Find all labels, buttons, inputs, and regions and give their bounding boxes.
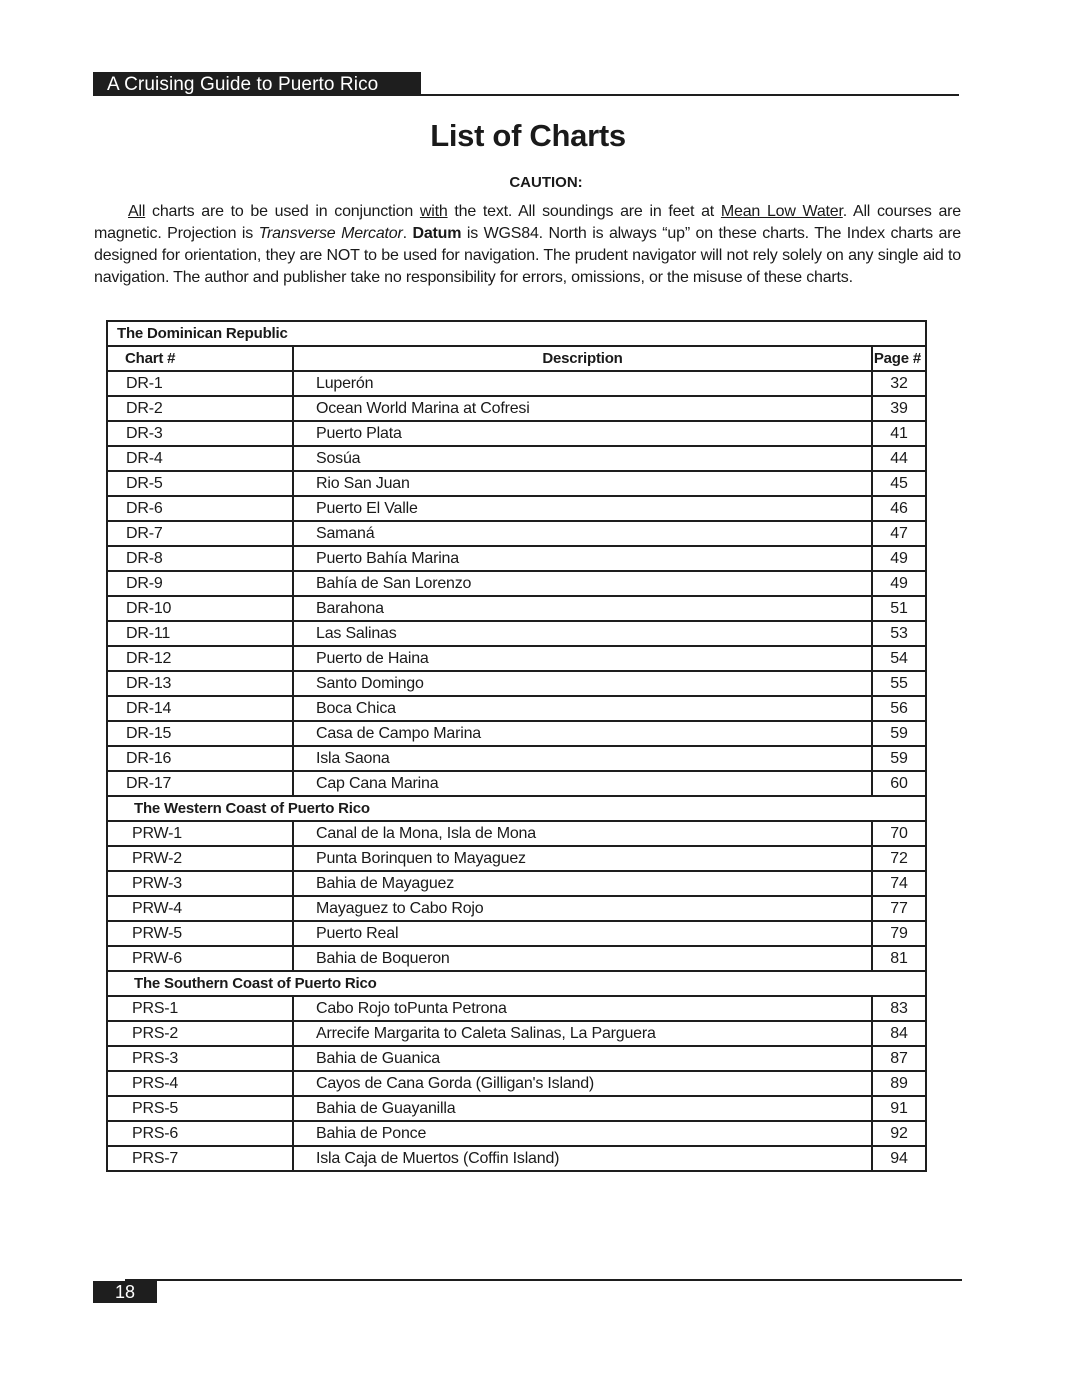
chart-number: PRS-2 [107,1021,293,1046]
chart-page: 84 [872,1021,926,1046]
running-header [93,72,421,96]
chart-description: Boca Chica [293,696,872,721]
table-row [107,1121,926,1146]
chart-page: 41 [872,421,926,446]
table-row [107,471,926,496]
table-row [107,571,926,596]
chart-description: Bahia de Mayaguez [293,871,872,896]
chart-number: PRS-7 [107,1146,293,1171]
table-row [107,846,926,871]
table-row [107,1046,926,1071]
chart-page: 92 [872,1121,926,1146]
chart-page: 72 [872,846,926,871]
chart-description: Bahia de Boqueron [293,946,872,971]
chart-description: Isla Caja de Muertos (Coffin Island) [293,1146,872,1171]
chart-number: PRW-3 [107,871,293,896]
caution-emphasis-mlw: Mean Low Water [720,203,843,220]
chart-number: DR-3 [107,421,293,446]
page-number: 18 [93,1281,157,1303]
chart-description: Puerto de Haina [293,646,872,671]
chart-description: Punta Borinquen to Mayaguez [293,846,872,871]
column-header-chart: Chart # [107,346,293,371]
chart-description: Cayos de Cana Gorda (Gilligan's Island) [293,1071,872,1096]
table-row [107,546,926,571]
caution-text-span: is WGS84. North is always “up” on these charts. The Index charts are designed for orientation, they are NOT to be used for navigation. The prudent navigator will not rely solely on any single aid to navigation. The author and publisher take no responsibility for errors, omissions, or the misuse of these charts. [94,225,962,286]
section-header-row [107,321,926,346]
table-row [107,621,926,646]
chart-number: DR-16 [107,746,293,771]
caution-heading: CAUTION: [509,174,583,191]
chart-number: DR-12 [107,646,293,671]
chart-description: Barahona [293,596,872,621]
running-header-title: A Cruising Guide to Puerto Rico [107,74,379,95]
chart-number: DR-7 [107,521,293,546]
column-header-page: Page # [872,346,926,371]
chart-page: 53 [872,621,926,646]
table-row [107,771,926,796]
chart-description: Mayaguez to Cabo Rojo [293,896,872,921]
table-row [107,1021,926,1046]
caution-projection: Transverse Mercator [258,225,403,242]
footer-rule [125,1279,962,1281]
chart-description: Isla Saona [293,746,872,771]
chart-description: Cabo Rojo toPunta Petrona [293,996,872,1021]
chart-number: DR-5 [107,471,293,496]
chart-page: 44 [872,446,926,471]
table-row [107,446,926,471]
table-row [107,821,926,846]
chart-page: 70 [872,821,926,846]
chart-page: 89 [872,1071,926,1096]
caution-text-span: the text. All soundings are in feet at [447,203,721,220]
section-header-row [107,971,926,996]
chart-number: PRW-5 [107,921,293,946]
chart-page: 56 [872,696,926,721]
chart-number: DR-11 [107,621,293,646]
table-row [107,721,926,746]
chart-number: DR-9 [107,571,293,596]
chart-number: DR-2 [107,396,293,421]
table-row [107,646,926,671]
chart-number: PRW-1 [107,821,293,846]
table-row [107,371,926,396]
chart-number: DR-15 [107,721,293,746]
charts-table [106,320,927,1172]
chart-page: 47 [872,521,926,546]
chart-number: PRS-5 [107,1096,293,1121]
chart-page: 83 [872,996,926,1021]
table-row [107,1146,926,1171]
chart-page: 49 [872,571,926,596]
table-row [107,896,926,921]
chart-description: Samaná [293,521,872,546]
chart-description: Santo Domingo [293,671,872,696]
chart-description: Bahia de Guayanilla [293,1096,872,1121]
caution-text-span: . All courses are magnetic. Projection is [94,203,961,242]
chart-number: PRW-2 [107,846,293,871]
table-row [107,396,926,421]
chart-description: Bahía de San Lorenzo [293,571,872,596]
chart-page: 60 [872,771,926,796]
chart-description: Bahia de Ponce [293,1121,872,1146]
table-row [107,596,926,621]
caution-emphasis-with: with [419,203,448,220]
chart-page: 49 [872,546,926,571]
chart-description: Casa de Campo Marina [293,721,872,746]
chart-page: 74 [872,871,926,896]
table-row [107,921,926,946]
section-header-row [107,796,926,821]
table-row [107,421,926,446]
table-row [107,996,926,1021]
chart-number: PRS-3 [107,1046,293,1071]
chart-page: 32 [872,371,926,396]
page-title: List of Charts [430,118,626,153]
chart-description: Puerto El Valle [293,496,872,521]
chart-description: Rio San Juan [293,471,872,496]
chart-page: 79 [872,921,926,946]
chart-number: DR-8 [107,546,293,571]
chart-description: Sosúa [293,446,872,471]
column-header-description: Description [293,346,872,371]
chart-description: Puerto Real [293,921,872,946]
table-row [107,521,926,546]
chart-description: Las Salinas [293,621,872,646]
chart-page: 91 [872,1096,926,1121]
caution-text-span: . [402,225,413,242]
chart-page: 59 [872,721,926,746]
chart-number: DR-6 [107,496,293,521]
chart-page: 39 [872,396,926,421]
chart-number: DR-17 [107,771,293,796]
table-row [107,871,926,896]
chart-number: PRW-6 [107,946,293,971]
chart-page: 81 [872,946,926,971]
chart-page: 94 [872,1146,926,1171]
section-title: The Southern Coast of Puerto Rico [107,971,926,996]
chart-description: Bahia de Guanica [293,1046,872,1071]
chart-number: PRS-4 [107,1071,293,1096]
chart-page: 46 [872,496,926,521]
chart-number: DR-1 [107,371,293,396]
chart-description: Puerto Plata [293,421,872,446]
chart-page: 45 [872,471,926,496]
chart-number: PRW-4 [107,896,293,921]
chart-number: PRS-1 [107,996,293,1021]
table-row [107,946,926,971]
table-row [107,1071,926,1096]
chart-description: Luperón [293,371,872,396]
header-rule [421,94,959,96]
table-row [107,496,926,521]
chart-number: DR-13 [107,671,293,696]
chart-page: 77 [872,896,926,921]
table-row [107,1096,926,1121]
chart-description: Puerto Bahía Marina [293,546,872,571]
chart-number: DR-10 [107,596,293,621]
section-title: The Western Coast of Puerto Rico [107,796,926,821]
chart-number: DR-4 [107,446,293,471]
caution-paragraph [94,201,961,289]
chart-number: PRS-6 [107,1121,293,1146]
caution-text-span: charts are to be used in conjunction [145,203,420,220]
chart-page: 54 [872,646,926,671]
chart-page: 87 [872,1046,926,1071]
chart-description: Canal de la Mona, Isla de Mona [293,821,872,846]
section-title: The Dominican Republic [107,321,926,346]
chart-page: 55 [872,671,926,696]
chart-page: 51 [872,596,926,621]
table-row [107,696,926,721]
column-header-row [107,346,926,371]
table-row [107,746,926,771]
caution-emphasis-all: All [128,203,146,220]
caution-datum-label: Datum [412,225,462,242]
chart-description: Cap Cana Marina [293,771,872,796]
chart-number: DR-14 [107,696,293,721]
chart-description: Arrecife Margarita to Caleta Salinas, La Parguera [293,1021,872,1046]
table-row [107,671,926,696]
chart-page: 59 [872,746,926,771]
chart-description: Ocean World Marina at Cofresi [293,396,872,421]
